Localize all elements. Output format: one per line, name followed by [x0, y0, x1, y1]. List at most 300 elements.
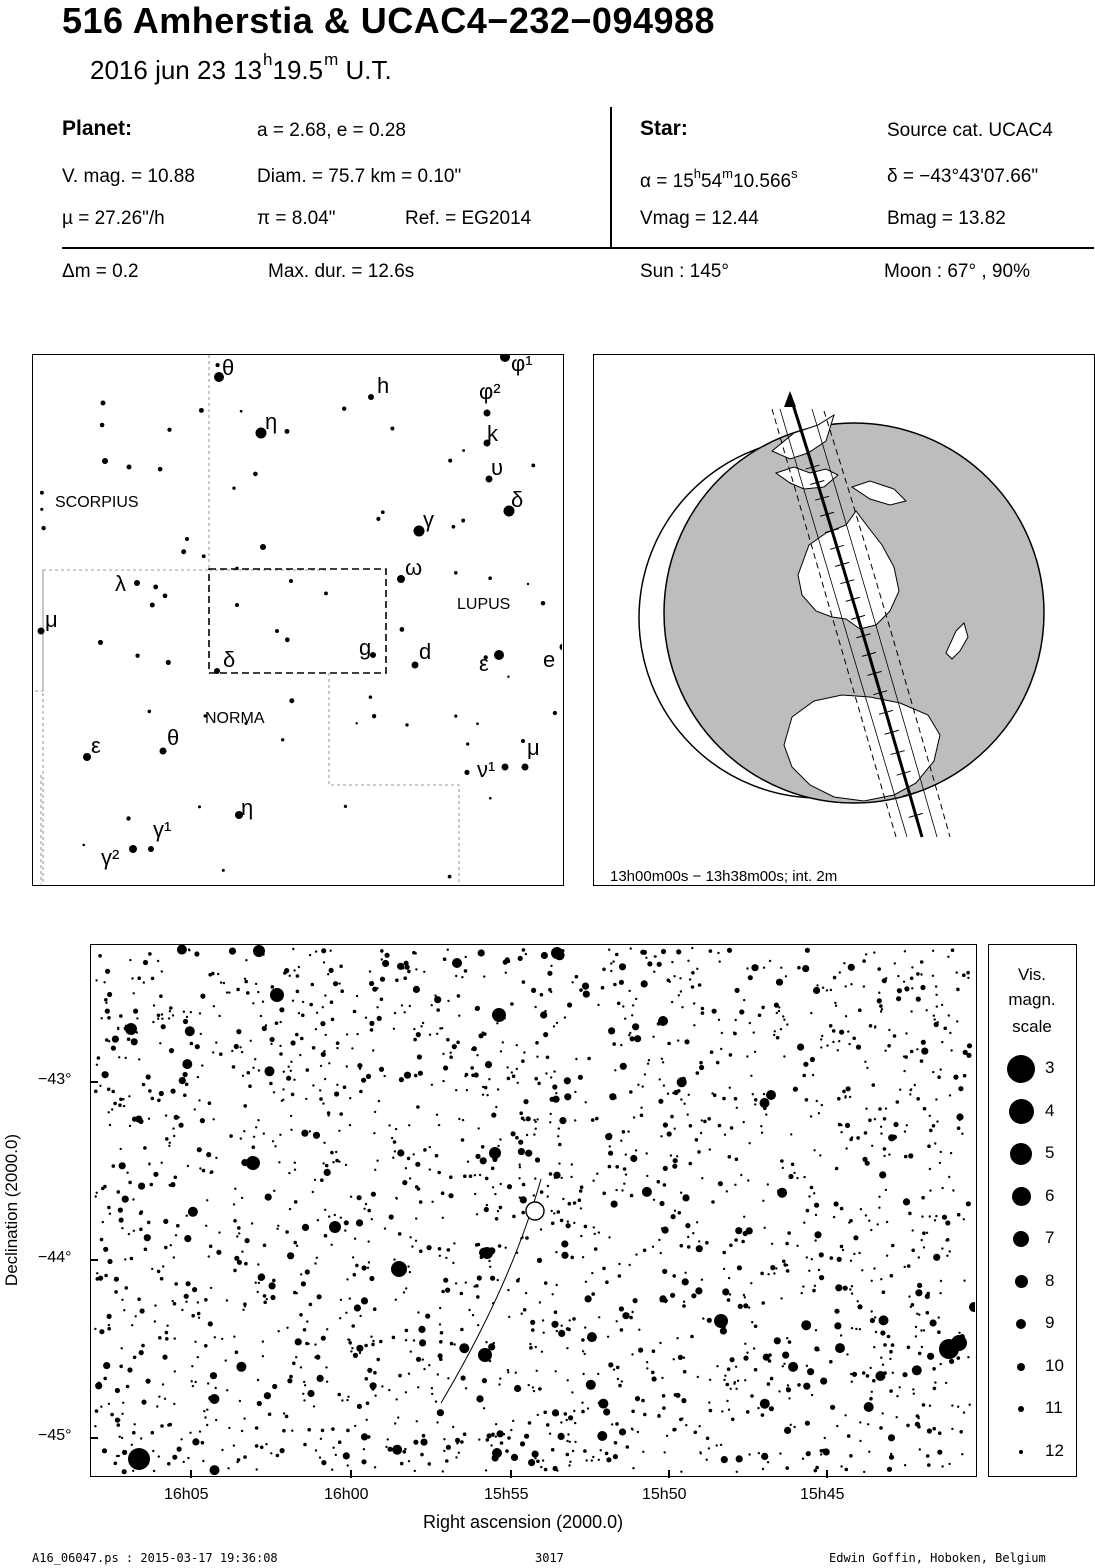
chart-star: [859, 1421, 861, 1423]
chart-star: [526, 1116, 531, 1121]
chart-star: [300, 1273, 302, 1275]
chart-star: [887, 1467, 892, 1472]
chart-star: [934, 1018, 936, 1020]
chart-star: [749, 1022, 751, 1024]
legend-magnitude: 5: [1045, 1143, 1055, 1162]
chart-star: [419, 1339, 426, 1346]
chart-star: [446, 1038, 450, 1042]
chart-star: [618, 1384, 622, 1388]
chart-star: [542, 1459, 544, 1461]
chart-star: [545, 1072, 547, 1074]
chart-star: [368, 1240, 370, 1242]
chart-star: [642, 1451, 644, 1453]
chart-star: [335, 1151, 337, 1153]
chart-star: [452, 1426, 454, 1428]
chart-star: [950, 1049, 952, 1051]
chart-star: [204, 1416, 206, 1418]
chart-star: [485, 1061, 492, 1068]
chart-star: [150, 1183, 154, 1187]
chart-star: [174, 1337, 176, 1339]
chart-star: [553, 1172, 560, 1179]
chart-star: [637, 1431, 639, 1433]
chart-star: [717, 952, 719, 954]
chart-star: [753, 1031, 755, 1033]
finder-star: [40, 491, 44, 495]
chart-star: [863, 1471, 865, 1473]
chart-star: [99, 1085, 101, 1087]
chart-star: [194, 951, 199, 956]
chart-star: [730, 1388, 732, 1390]
chart-star: [904, 1130, 906, 1132]
chart-star: [237, 1458, 241, 1462]
chart-star: [771, 1243, 773, 1245]
chart-star: [621, 1189, 623, 1191]
chart-star: [594, 1247, 598, 1251]
chart-star: [464, 969, 468, 973]
chart-star: [949, 1250, 951, 1252]
chart-star: [659, 1342, 661, 1344]
chart-star: [680, 1244, 684, 1248]
chart-star: [290, 1129, 292, 1131]
chart-star: [228, 1427, 230, 1429]
chart-star: [201, 1441, 205, 1445]
chart-star: [891, 1343, 895, 1347]
finder-star: [163, 593, 168, 598]
chart-star: [107, 1259, 112, 1264]
chart-star: [676, 1337, 678, 1339]
chart-star: [147, 1221, 151, 1225]
chart-star: [418, 1326, 425, 1333]
chart-star: [597, 1004, 599, 1006]
chart-star: [499, 1206, 503, 1210]
chart-star: [234, 1188, 236, 1190]
chart-star: [837, 1097, 841, 1101]
chart-star: [167, 1462, 171, 1466]
chart-star: [139, 1350, 144, 1355]
chart-star: [582, 1350, 584, 1352]
finder-star: [129, 845, 137, 853]
chart-star: [778, 1006, 780, 1008]
chart-star: [108, 1403, 110, 1405]
chart-star: [245, 1238, 250, 1243]
chart-star: [821, 1104, 823, 1106]
chart-star: [553, 1070, 555, 1072]
globe-panel: [593, 354, 1095, 886]
chart-star: [475, 1243, 479, 1247]
chart-star: [868, 1220, 870, 1222]
chart-star: [662, 1227, 669, 1234]
chart-star: [822, 1449, 826, 1453]
chart-star: [305, 1342, 309, 1346]
chart-star: [324, 1078, 326, 1080]
chart-star: [263, 1244, 267, 1248]
chart-star: [706, 1459, 708, 1461]
chart-star: [376, 1160, 378, 1162]
chart-star: [258, 1274, 265, 1281]
chart-star: [158, 1336, 162, 1340]
chart-star: [905, 1032, 907, 1034]
chart-star: [179, 1077, 186, 1084]
chart-star: [442, 1470, 444, 1472]
chart-star: [591, 1459, 593, 1461]
chart-star: [814, 1231, 821, 1238]
chart-star: [910, 977, 914, 981]
chart-star: [330, 1000, 334, 1004]
chart-star: [783, 1055, 785, 1057]
chart-star: [923, 1107, 927, 1111]
chart-star: [842, 1090, 846, 1094]
star-label: υ: [491, 455, 504, 480]
chart-star: [357, 1063, 362, 1068]
finder-star: [134, 580, 140, 586]
chart-star: [835, 1005, 837, 1007]
chart-star: [393, 1140, 397, 1144]
chart-star: [376, 1006, 378, 1008]
chart-star: [298, 966, 300, 968]
chart-star: [805, 1421, 810, 1426]
chart-star: [746, 1055, 748, 1057]
chart-star: [388, 1389, 390, 1391]
chart-star: [132, 1431, 136, 1435]
chart-star: [290, 1070, 292, 1072]
chart-star: [878, 992, 880, 994]
chart-star: [133, 992, 135, 994]
chart-star: [764, 1227, 766, 1229]
chart-star: [728, 1409, 730, 1411]
chart-star: [412, 951, 416, 955]
finder-star: [198, 805, 201, 808]
chart-star: [213, 1005, 215, 1007]
chart-star: [484, 1086, 488, 1090]
chart-star: [597, 1373, 599, 1375]
chart-star: [718, 1019, 720, 1021]
chart-star: [186, 1016, 188, 1018]
chart-star: [302, 1224, 309, 1231]
star-label: δ: [223, 647, 236, 672]
chart-star: [172, 1127, 174, 1129]
chart-star: [303, 1399, 305, 1401]
chart-star: [330, 1151, 334, 1155]
chart-star: [365, 1377, 369, 1381]
chart-star: [739, 1009, 744, 1014]
chart-star: [692, 1232, 694, 1234]
chart-star: [763, 967, 765, 969]
chart-star: [888, 1029, 890, 1031]
chart-star: [632, 1004, 634, 1006]
chart-star: [743, 1356, 748, 1361]
chart-star: [229, 1134, 233, 1138]
chart-star: [183, 1011, 185, 1013]
chart-star: [374, 1169, 376, 1171]
chart-star: [137, 976, 141, 980]
chart-star: [336, 1047, 338, 1049]
chart-star: [190, 1042, 194, 1046]
chart-star: [325, 1034, 327, 1036]
star-label: μ: [45, 607, 58, 632]
chart-star: [525, 1292, 527, 1294]
chart-star: [567, 1379, 569, 1381]
chart-star: [769, 1406, 774, 1411]
chart-star: [699, 1065, 704, 1070]
chart-star: [897, 975, 899, 977]
chart-star: [871, 1391, 873, 1393]
chart-star: [182, 1059, 192, 1069]
chart-star: [852, 1037, 856, 1041]
chart-star: [119, 1162, 126, 1169]
chart-star: [291, 1040, 296, 1045]
chart-star: [862, 959, 866, 963]
chart-star: [499, 1377, 501, 1379]
chart-star: [866, 1067, 868, 1069]
chart-star: [158, 1396, 160, 1398]
chart-star: [363, 1448, 365, 1450]
finder-star: [448, 875, 452, 879]
chart-star: [367, 1209, 371, 1213]
chart-star: [393, 1028, 395, 1030]
finder-star: [500, 355, 510, 362]
chart-star: [889, 1358, 891, 1360]
finder-star: [488, 576, 492, 580]
chart-star: [682, 1304, 686, 1308]
star-label: γ²: [101, 845, 120, 870]
chart-star: [786, 1387, 790, 1391]
chart-star: [847, 1030, 849, 1032]
chart-star: [718, 1181, 723, 1186]
chart-star: [478, 949, 485, 956]
chart-star: [642, 1085, 644, 1087]
legend-magnitude: 4: [1045, 1100, 1055, 1120]
chart-star: [321, 1336, 326, 1341]
chart-star: [859, 1328, 861, 1330]
chart-star: [483, 1407, 485, 1409]
chart-star: [414, 1074, 418, 1078]
chart-star: [664, 1451, 666, 1453]
chart-star: [558, 1143, 562, 1147]
chart-star: [497, 1279, 499, 1281]
chart-star: [309, 1303, 313, 1307]
chart-star: [543, 1332, 545, 1334]
chart-star: [845, 1015, 847, 1017]
chart-star: [684, 1039, 689, 1044]
chart-star: [367, 1368, 372, 1373]
chart-star: [233, 1444, 235, 1446]
chart-star: [927, 1463, 931, 1467]
chart-star: [255, 983, 257, 985]
chart-star: [518, 1148, 525, 1155]
chart-star: [118, 1208, 123, 1213]
chart-star: [679, 1418, 683, 1422]
chart-star: [107, 1016, 111, 1020]
chart-star: [634, 1035, 641, 1042]
chart-star: [415, 1240, 417, 1242]
chart-star: [151, 1268, 153, 1270]
chart-star: [130, 1257, 134, 1261]
x-tick-label: 15h55: [484, 1486, 529, 1503]
chart-star: [159, 994, 163, 998]
chart-star: [729, 949, 731, 951]
chart-star: [927, 1428, 932, 1433]
chart-star: [328, 1062, 330, 1064]
chart-star: [558, 1127, 560, 1129]
chart-star: [849, 1454, 853, 1458]
star-dec: δ = −43°43'07.66": [887, 166, 1039, 187]
chart-star: [743, 1303, 748, 1308]
chart-star: [633, 1116, 635, 1118]
x-tick: [350, 1470, 352, 1478]
chart-star: [236, 1362, 246, 1372]
chart-star: [523, 1099, 528, 1104]
chart-star: [564, 1093, 571, 1100]
chart-star: [161, 1013, 163, 1015]
chart-star: [295, 1356, 297, 1358]
chart-star: [109, 1124, 111, 1126]
chart-star: [374, 1466, 376, 1468]
chart-star: [416, 1420, 418, 1422]
chart-star: [143, 1146, 147, 1150]
chart-star: [534, 1006, 536, 1008]
chart-star: [701, 1119, 703, 1121]
chart-star: [663, 1166, 668, 1171]
chart-star: [422, 1434, 426, 1438]
chart-star: [622, 1005, 624, 1007]
chart-star: [820, 1453, 822, 1455]
chart-star: [299, 1313, 303, 1317]
chart-star: [435, 1154, 439, 1158]
chart-star: [744, 1343, 746, 1345]
chart-star: [530, 1320, 535, 1325]
chart-star: [763, 1107, 767, 1111]
chart-star: [413, 1153, 415, 1155]
chart-star: [883, 1117, 887, 1121]
chart-star: [541, 952, 548, 959]
chart-star: [214, 1336, 216, 1338]
chart-star: [192, 1438, 199, 1445]
chart-star: [301, 1014, 305, 1018]
chart-star: [949, 1032, 951, 1034]
chart-star: [859, 1440, 861, 1442]
chart-star: [578, 1075, 583, 1080]
legend-magnitude: 9: [1045, 1313, 1055, 1332]
chart-star: [496, 1022, 498, 1024]
chart-star: [159, 1042, 161, 1044]
chart-star: [670, 1154, 672, 1156]
chart-star: [667, 1131, 672, 1136]
chart-star: [549, 1433, 551, 1435]
chart-star: [436, 1033, 438, 1035]
chart-star: [304, 1384, 306, 1386]
finder-star: [260, 544, 266, 550]
chart-star: [408, 1373, 410, 1375]
chart-star: [929, 1405, 931, 1407]
chart-star: [556, 1469, 558, 1471]
chart-star: [672, 1164, 677, 1169]
chart-star: [701, 1177, 703, 1179]
chart-star: [862, 1157, 867, 1162]
chart-star: [110, 1413, 114, 1417]
chart-star: [574, 1441, 576, 1443]
chart-star: [490, 1276, 495, 1281]
chart-star: [958, 1086, 963, 1091]
chart-star: [522, 1183, 526, 1187]
chart-star: [917, 1283, 922, 1288]
chart-star: [199, 1167, 201, 1169]
chart-star: [834, 1309, 839, 1314]
chart-star: [677, 1077, 687, 1087]
chart-star: [114, 1277, 119, 1282]
chart-star: [452, 958, 462, 968]
chart-star: [663, 1122, 668, 1127]
chart-star: [121, 1437, 123, 1439]
chart-star: [815, 1329, 817, 1331]
chart-star: [547, 1195, 549, 1197]
chart-star: [534, 1077, 538, 1081]
chart-star: [592, 1456, 594, 1458]
chart-star: [409, 1005, 411, 1007]
chart-star: [819, 1275, 824, 1280]
chart-star: [803, 1062, 808, 1067]
chart-star: [684, 1272, 686, 1274]
chart-star: [678, 1355, 683, 1360]
chart-star: [120, 1148, 122, 1150]
chart-star: [327, 973, 329, 975]
chart-star: [515, 1136, 519, 1140]
chart-star: [566, 1453, 570, 1457]
chart-star: [598, 1316, 600, 1318]
chart-star: [127, 1367, 132, 1372]
chart-star: [614, 1441, 618, 1445]
legend-magnitude: 12: [1045, 1440, 1064, 1460]
chart-star: [911, 987, 913, 989]
chart-star: [735, 1158, 739, 1162]
chart-star: [345, 1312, 347, 1314]
chart-star: [306, 1320, 308, 1322]
chart-star: [462, 1119, 464, 1121]
chart-star: [117, 1423, 121, 1427]
chart-star: [187, 1457, 189, 1459]
chart-star: [727, 1367, 731, 1371]
chart-star: [586, 1380, 596, 1390]
chart-star: [438, 1247, 442, 1251]
chart-star: [810, 1115, 812, 1117]
chart-star: [637, 1084, 639, 1086]
chart-star: [172, 1014, 174, 1016]
chart-star: [596, 1173, 598, 1175]
chart-star: [726, 1400, 728, 1402]
chart-star: [294, 1241, 298, 1245]
finder-star: [553, 711, 557, 715]
chart-star: [625, 1153, 627, 1155]
chart-star: [471, 1074, 475, 1078]
chart-star: [877, 967, 881, 971]
chart-star: [813, 1192, 815, 1194]
finder-star: [489, 797, 492, 800]
y-tick-label: −45°: [38, 1427, 72, 1444]
chart-star: [202, 1169, 206, 1173]
chart-star: [497, 1210, 499, 1212]
chart-star: [278, 1330, 280, 1332]
chart-star: [279, 1134, 281, 1136]
chart-star: [478, 1438, 480, 1440]
chart-star: [535, 1346, 537, 1348]
chart-star: [94, 1328, 96, 1330]
chart-star: [455, 1282, 457, 1284]
chart-star: [220, 981, 222, 983]
chart-star: [736, 1107, 738, 1109]
chart-star: [611, 1423, 613, 1425]
chart-star: [918, 1314, 920, 1316]
chart-star: [893, 1034, 897, 1038]
chart-star: [118, 1419, 120, 1421]
